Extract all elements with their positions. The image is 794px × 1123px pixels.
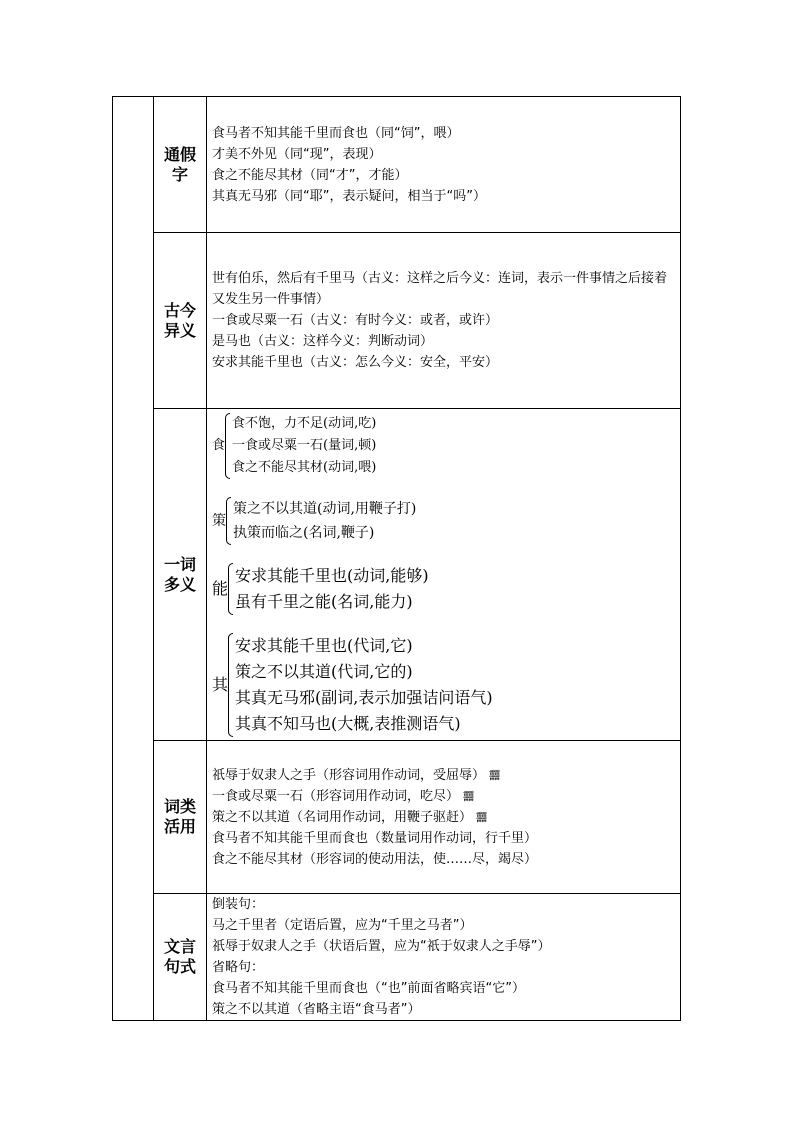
polysemy-items (235, 633, 493, 737)
content-line: 安求其能千里也（古义：怎么今义：安全，平安） (212, 355, 499, 370)
polysemy-item: 安求其能千里也(代词,它) (235, 636, 413, 655)
section-heading-cell (154, 409, 207, 741)
polysemy-key: 能 (212, 579, 229, 598)
section-heading-cell (154, 894, 207, 1021)
polysemy-item: 食不饱，力不足(动词,吃) (232, 416, 377, 431)
content-text: 策之不以其道（名词用作动词，用鞭子驱赶） (212, 809, 473, 825)
mark-glyph: 䨻 (463, 789, 475, 803)
polysemy-key: 策 (212, 513, 226, 529)
section-content-cell (207, 409, 681, 741)
brace (226, 497, 231, 545)
table-row (113, 233, 681, 409)
polysemy-group (212, 633, 676, 737)
table-row (113, 741, 681, 894)
section-content-cell (207, 233, 681, 409)
content-text: 一食或尽粟一石（形容词用作动词，吃尽） (212, 788, 460, 804)
table-row (113, 97, 681, 233)
section-heading: 词类活用 (163, 797, 196, 836)
polysemy-items (233, 497, 416, 545)
polysemy-item: 执策而临之(名词,鞭子) (233, 525, 375, 541)
section-heading: 文言句式 (163, 937, 196, 976)
section-heading-cell (154, 97, 207, 233)
content-line (212, 786, 676, 807)
polysemy-group (212, 497, 676, 545)
content-text: 祇辱于奴隶人之手（形容词用作动词，受屈辱） (212, 767, 486, 783)
content-line: 食马者不知其能千里而食也（数量词用作动词，行千里） (212, 830, 538, 846)
polysemy-key: 其 (212, 675, 229, 694)
polysemy-group (212, 413, 676, 479)
content-line: 一食或尽粟一石（古义：有时今义：或者，或许） (212, 313, 499, 328)
brace (225, 413, 230, 479)
polysemy-items (235, 563, 429, 615)
polysemy-item: 策之不以其道(动词,用鞭子打) (233, 501, 417, 517)
table-row (113, 894, 681, 1021)
section-content-cell (207, 894, 681, 1021)
polysemy-item: 虽有千里之能(名词,能力) (235, 592, 413, 611)
mark-glyph: 䨻 (476, 810, 488, 824)
section-content-cell (207, 741, 681, 894)
section-heading-cell (154, 233, 207, 409)
blank-column-cell (113, 97, 154, 1021)
polysemy-group (212, 563, 676, 615)
content-line: 食马者不知其能千里而食也（“也”前面省略宾语“它”） (212, 981, 525, 996)
content-line: 其真无马邪（同“耶”，表示疑问，相当于“吗”） (212, 188, 486, 204)
notes-table (112, 96, 681, 1021)
polysemy-item: 食之不能尽其材(动词,喂) (232, 460, 377, 475)
polysemy-item: 策之不以其道(代词,它的) (235, 662, 413, 681)
content-line: 世有伯乐，然后有千里马（古义：这样之后今义：连词，表示一件事情之后接着又发生另一件事情） (212, 271, 668, 307)
section-content-cell (207, 97, 681, 233)
content-line (212, 807, 676, 828)
content-line: 食之不能尽其材（形容词的使动用法，使……尽，竭尽） (212, 851, 538, 867)
table-row (113, 409, 681, 741)
brace (228, 563, 233, 615)
polysemy-item: 其真不知马也(大概,表推测语气) (235, 714, 461, 733)
content-line: 祇辱于奴隶人之手（状语后置，应为“祇于奴隶人之手辱”） (212, 939, 551, 954)
polysemy-key: 食 (212, 438, 226, 453)
polysemy-item: 安求其能千里也(动词,能够) (235, 566, 429, 585)
content-line: 马之千里者（定语后置，应为“千里之马者”） (212, 918, 473, 933)
polysemy-item: 其真无马邪(副词,表示加强诘问语气) (235, 688, 493, 707)
section-heading: 古今异义 (163, 300, 196, 340)
section-heading: 通假字 (163, 144, 196, 184)
content-line: 倒装句： (212, 897, 265, 912)
section-heading-cell (154, 741, 207, 894)
section-heading: 一词多义 (163, 554, 196, 594)
content-line: 食马者不知其能千里而食也（同“饲”，喂） (212, 125, 460, 141)
polysemy-items (232, 413, 376, 479)
content-line: 食之不能尽其材（同“才”，才能） (212, 167, 408, 183)
content-line (212, 765, 676, 786)
mark-glyph: 䨻 (489, 768, 501, 782)
polysemy-item: 一食或尽粟一石(量词,顿) (232, 438, 377, 453)
content-line: 才美不外见（同“现”，表现） (212, 146, 382, 162)
content-line: 是马也（古义：这样今义：判断动词） (212, 334, 434, 349)
brace (228, 633, 233, 737)
content-line: 省略句： (212, 960, 265, 975)
content-line: 策之不以其道（省略主语“食马者”） (212, 1002, 421, 1017)
